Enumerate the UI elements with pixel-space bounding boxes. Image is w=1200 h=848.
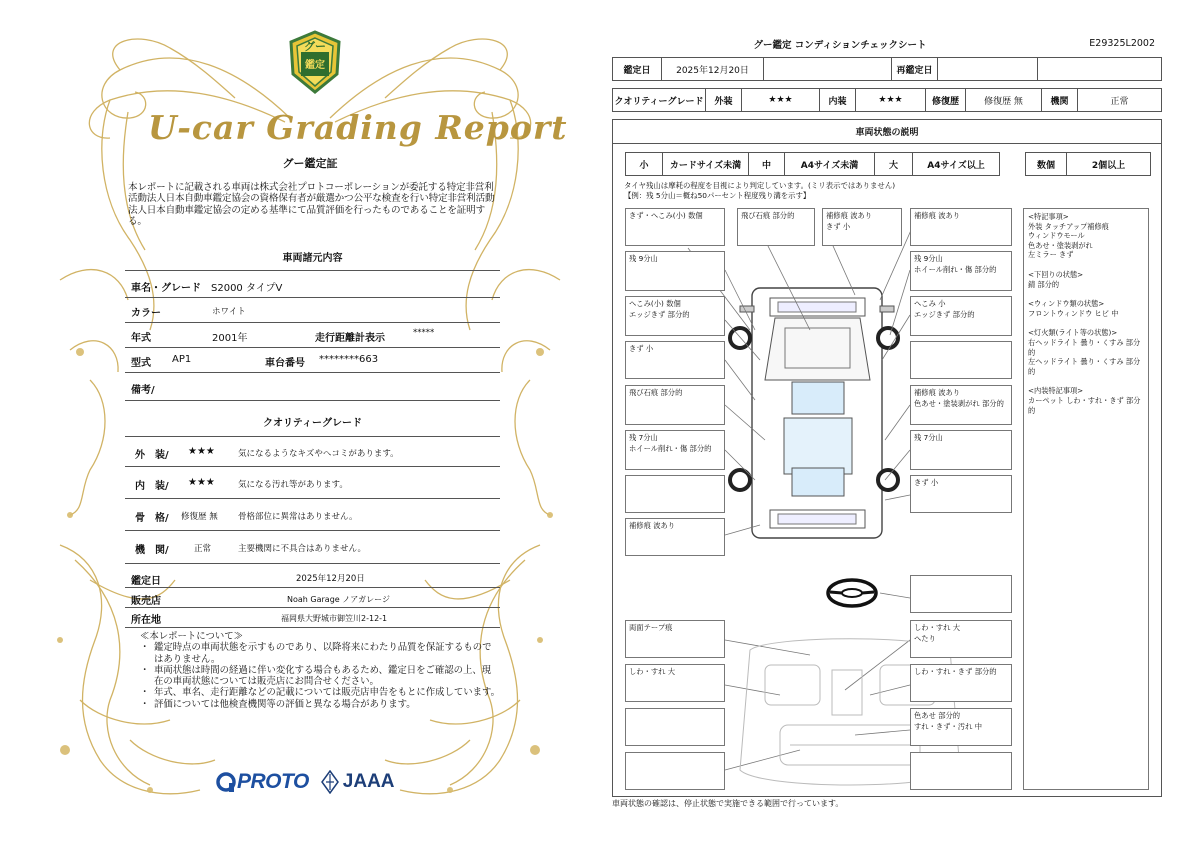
count-label: 数個 bbox=[1036, 160, 1055, 171]
date-value: 2025年12月20日 bbox=[661, 58, 763, 80]
color-value: ホワイト bbox=[212, 307, 246, 317]
interior-desc: 気になる汚れ等があります。 bbox=[238, 480, 348, 490]
comment-box bbox=[910, 296, 1012, 336]
special-group bbox=[1028, 299, 1144, 318]
certificate-statement: 本レポートに記載される車両は株式会社プロトコーポレーションが委託する特定非営利活動法人日本自動車鑑定協会の資格保有者が厳選かつ公平な検査を行い特定非営利活動法人日本自動車鑑定協会の定める基準にて品質評価を行ったものであることを証明する。 bbox=[128, 182, 495, 227]
odometer-label: 走行距離計表示 bbox=[315, 333, 385, 344]
size-large-desc: A4サイズ以上 bbox=[912, 153, 999, 175]
type-value: AP1 bbox=[172, 354, 192, 365]
comment-box bbox=[625, 708, 725, 746]
special-item: 右ヘッドライト 曇り・くすみ 部分的 bbox=[1028, 337, 1141, 357]
redate-label: 再鑑定日 bbox=[891, 58, 937, 80]
special-group bbox=[1028, 328, 1144, 376]
engine-label: 機 関/ bbox=[135, 545, 169, 556]
divider bbox=[125, 347, 500, 348]
sheet-title: グー鑑定 コンディションチェックシート bbox=[753, 40, 927, 51]
comment-box bbox=[625, 620, 725, 658]
comment-text: すれ・きず・汚れ 中 bbox=[914, 721, 982, 731]
comment-box bbox=[910, 664, 1012, 702]
comment-box bbox=[910, 575, 1012, 613]
comment-text: しわ・すれ 大 bbox=[629, 667, 676, 676]
divider bbox=[125, 297, 500, 298]
comment-text: 補修痕 波あり bbox=[629, 521, 676, 530]
quality-heading: クオリティーグレード bbox=[263, 418, 362, 429]
ext-stars: ★★★ bbox=[741, 89, 819, 111]
comment-box bbox=[910, 708, 1012, 746]
tire-note-1: タイヤ残山は摩耗の程度を目視により判定しています。(ミリ表示ではありません) bbox=[624, 181, 896, 190]
int-label: 内装 bbox=[819, 89, 855, 111]
proto-logo bbox=[215, 770, 309, 794]
special-group-title: <内装特記事項> bbox=[1028, 386, 1084, 396]
divider bbox=[125, 400, 500, 401]
chassis-value: ********663 bbox=[319, 354, 379, 365]
divider bbox=[125, 322, 500, 323]
frame-label: 骨 格/ bbox=[135, 513, 169, 524]
goo-kantei-badge-icon bbox=[287, 30, 343, 94]
note-item: 車両状態は時間の経過に伴い変化する場合もあるため、鑑定日をご確認の上、現在の車両状態については販売店にお問合せください。 bbox=[154, 664, 492, 688]
comment-box bbox=[910, 385, 1012, 425]
dealer-label: 販売店 bbox=[131, 596, 161, 607]
model-label: 車名・グレード bbox=[131, 283, 201, 294]
size-mid-desc: A4サイズ未満 bbox=[784, 153, 874, 175]
comment-box bbox=[910, 430, 1012, 470]
comment-text: へこみ 小 bbox=[914, 299, 946, 308]
size-large: 大 bbox=[874, 153, 912, 175]
exterior-desc: 気になるようなキズやへコミがあります。 bbox=[238, 449, 399, 459]
special-item: 外装 タッチアップ補修痕 bbox=[1028, 221, 1109, 231]
jaaa-logo-text: JAAA bbox=[342, 771, 395, 792]
comment-text: 補修痕 波あり bbox=[914, 388, 961, 397]
comment-text: エッジきず 部分的 bbox=[914, 309, 975, 319]
year-value: 2001年 bbox=[212, 333, 248, 344]
comment-box bbox=[910, 208, 1012, 246]
comment-box bbox=[625, 430, 725, 470]
special-group bbox=[1028, 212, 1144, 260]
comment-box bbox=[625, 251, 725, 291]
sponsor-logos bbox=[215, 770, 395, 794]
date-label: 鑑定日 bbox=[623, 65, 651, 76]
year-label: 年式 bbox=[131, 333, 151, 344]
size-small-desc: カードサイズ未満 bbox=[662, 153, 748, 175]
special-item: 左ミラー きず bbox=[1028, 250, 1074, 260]
comment-text: きず 小 bbox=[826, 221, 851, 231]
special-item: フロントウィンドウ ヒビ 中 bbox=[1028, 308, 1119, 318]
comment-text: きず 小 bbox=[629, 344, 654, 353]
certificate-subtitle: グー鑑定証 bbox=[282, 157, 338, 170]
comment-box bbox=[625, 296, 725, 336]
count-desc: 2個以上 bbox=[1066, 153, 1150, 175]
color-label: カラー bbox=[131, 308, 161, 319]
model-value: S2000 タイプV bbox=[211, 283, 283, 294]
special-item: 色あせ・塗装剥がれ bbox=[1028, 240, 1093, 250]
comment-text: エッジきず 部分的 bbox=[629, 309, 690, 319]
comment-box bbox=[625, 475, 725, 513]
engine-label: 機関 bbox=[1041, 89, 1077, 111]
tire-note-2: 【例：残 5分山＝概ね50パーセント程度残り溝を示す】 bbox=[624, 191, 811, 200]
odometer-value: ***** bbox=[413, 328, 435, 338]
address-label: 所在地 bbox=[131, 615, 161, 626]
divider bbox=[125, 466, 500, 467]
comment-text: 色あせ 部分的 bbox=[914, 711, 961, 720]
special-group bbox=[1028, 270, 1144, 289]
comment-text: 補修痕 波あり bbox=[914, 211, 961, 220]
comment-text: しわ・すれ 大 bbox=[914, 623, 961, 632]
report-title: U-car Grading Report bbox=[148, 108, 568, 147]
note-item: 鑑定時点の車両状態を示すものであり、以降将来にわたり品質を保証するものではありません。 bbox=[154, 642, 492, 665]
divider bbox=[125, 563, 500, 564]
jaaa-mark-icon bbox=[321, 770, 339, 794]
comment-text: きず・へこみ(小) 数個 bbox=[629, 211, 703, 220]
divider bbox=[125, 270, 500, 271]
report-notes bbox=[140, 631, 500, 710]
divider bbox=[125, 627, 500, 628]
comment-text: 残 9分山 bbox=[914, 254, 943, 263]
comment-box bbox=[625, 752, 725, 790]
comment-box bbox=[625, 208, 725, 246]
exterior-stars: ★★★ bbox=[188, 446, 215, 457]
note-item: 評価については他検査機関等の評価と異なる場合があります。 bbox=[154, 698, 416, 710]
special-group-title: <下回りの状態> bbox=[1028, 269, 1084, 279]
comment-text: 両面テープ痕 bbox=[629, 623, 673, 632]
comment-text: 飛び石痕 部分的 bbox=[629, 388, 683, 397]
comment-box bbox=[910, 475, 1012, 513]
exterior-label: 外 装/ bbox=[135, 450, 169, 461]
comment-box bbox=[910, 341, 1012, 379]
badge-bottom-text: 鑑定 bbox=[305, 60, 325, 71]
special-item: ウィンドウモール bbox=[1028, 231, 1085, 241]
proto-mark-icon bbox=[215, 771, 237, 793]
repair-value: 修復歴 無 bbox=[965, 89, 1041, 111]
special-notes-panel bbox=[1023, 208, 1149, 790]
special-group-title: <特記事項> bbox=[1028, 212, 1069, 221]
proto-logo-text: PROTO bbox=[237, 770, 309, 793]
steering-wheel-icon bbox=[828, 580, 876, 606]
bullet: ・ bbox=[140, 664, 150, 676]
chassis-label: 車台番号 bbox=[265, 358, 305, 369]
engine-value: 正常 bbox=[1077, 89, 1161, 111]
date-value: 2025年12月20日 bbox=[296, 574, 365, 584]
frame-value: 修復歴 無 bbox=[181, 512, 218, 522]
comment-box bbox=[910, 251, 1012, 291]
note-item: 年式、車名、走行距離などの記載については販売店申告をもとに作成しています。 bbox=[154, 687, 500, 699]
special-item: 錆 部分的 bbox=[1028, 279, 1060, 289]
sheet-footnote: 車両状態の確認は、停止状態で実施できる範囲で行っています。 bbox=[612, 799, 844, 808]
date-label: 鑑定日 bbox=[131, 576, 161, 587]
comment-text: きず 小 bbox=[914, 478, 939, 487]
comment-box bbox=[625, 664, 725, 702]
comment-text: 補修痕 波あり bbox=[826, 211, 873, 220]
special-group-title: <ウィンドウ類の状態> bbox=[1028, 299, 1105, 309]
divider bbox=[125, 607, 500, 608]
comment-box bbox=[625, 518, 725, 556]
comment-text: 残 7分山 bbox=[914, 433, 943, 442]
bullet: ・ bbox=[140, 687, 150, 699]
badge-top-text: グー bbox=[304, 40, 326, 53]
comment-box bbox=[625, 341, 725, 379]
comment-text: 残 9分山 bbox=[629, 254, 658, 263]
frame-desc: 骨格部位に異常はありません。 bbox=[238, 512, 358, 522]
bullet: ・ bbox=[140, 698, 150, 710]
comment-text: ホイール削れ・傷 部分的 bbox=[914, 264, 997, 274]
bullet: ・ bbox=[140, 642, 150, 654]
specs-heading: 車両諸元内容 bbox=[282, 253, 343, 264]
divider bbox=[125, 436, 500, 437]
comment-text: 飛び石痕 部分的 bbox=[741, 211, 795, 220]
address-value: 福岡県大野城市御笠川2-12-1 bbox=[281, 614, 388, 623]
sheet-code: E29325L2002 bbox=[1089, 38, 1155, 49]
comment-box bbox=[822, 208, 902, 246]
comment-box bbox=[625, 385, 725, 425]
comment-text: へこみ(小) 数個 bbox=[629, 299, 681, 308]
comment-box bbox=[910, 752, 1012, 790]
dealer-value: Noah Garage ノアガレージ bbox=[287, 595, 390, 604]
special-group-title: <灯火類(ライト等の状態)> bbox=[1028, 328, 1118, 338]
special-group bbox=[1028, 386, 1144, 415]
grade-label: クオリティーグレード bbox=[614, 96, 704, 107]
type-label: 型式 bbox=[131, 358, 151, 369]
divider bbox=[125, 498, 500, 499]
condition-check-sheet bbox=[600, 0, 1200, 848]
divider bbox=[125, 372, 500, 373]
special-item: カーペット しわ・すれ・きず 部分的 bbox=[1028, 395, 1141, 415]
comment-text: ホイール削れ・傷 部分的 bbox=[629, 443, 712, 453]
interior-label: 内 装/ bbox=[135, 481, 169, 492]
jaaa-logo bbox=[321, 770, 395, 794]
engine-value: 正常 bbox=[194, 544, 212, 554]
comment-box bbox=[910, 620, 1012, 658]
size-mid: 中 bbox=[748, 153, 784, 175]
divider bbox=[125, 530, 500, 531]
divider bbox=[125, 587, 500, 588]
size-small: 小 bbox=[639, 160, 649, 171]
int-stars: ★★★ bbox=[855, 89, 925, 111]
comment-text: 残 7分山 bbox=[629, 433, 658, 442]
section-title: 車両状態の説明 bbox=[612, 119, 1162, 144]
comment-text: しわ・すれ・きず 部分的 bbox=[914, 667, 997, 676]
special-item: 左ヘッドライト 曇り・くすみ 部分的 bbox=[1028, 357, 1141, 376]
comment-text: へたり bbox=[914, 633, 936, 643]
comment-text: 色あせ・塗装剥がれ 部分的 bbox=[914, 398, 1004, 408]
notes-title: ≪本レポートについて≫ bbox=[140, 631, 243, 642]
comment-box bbox=[737, 208, 815, 246]
ext-label: 外装 bbox=[705, 89, 741, 111]
repair-label: 修復歴 bbox=[925, 89, 965, 111]
engine-desc: 主要機関に不具合はありません。 bbox=[238, 544, 367, 554]
remarks-label: 備考/ bbox=[131, 385, 155, 396]
interior-stars: ★★★ bbox=[188, 477, 215, 488]
